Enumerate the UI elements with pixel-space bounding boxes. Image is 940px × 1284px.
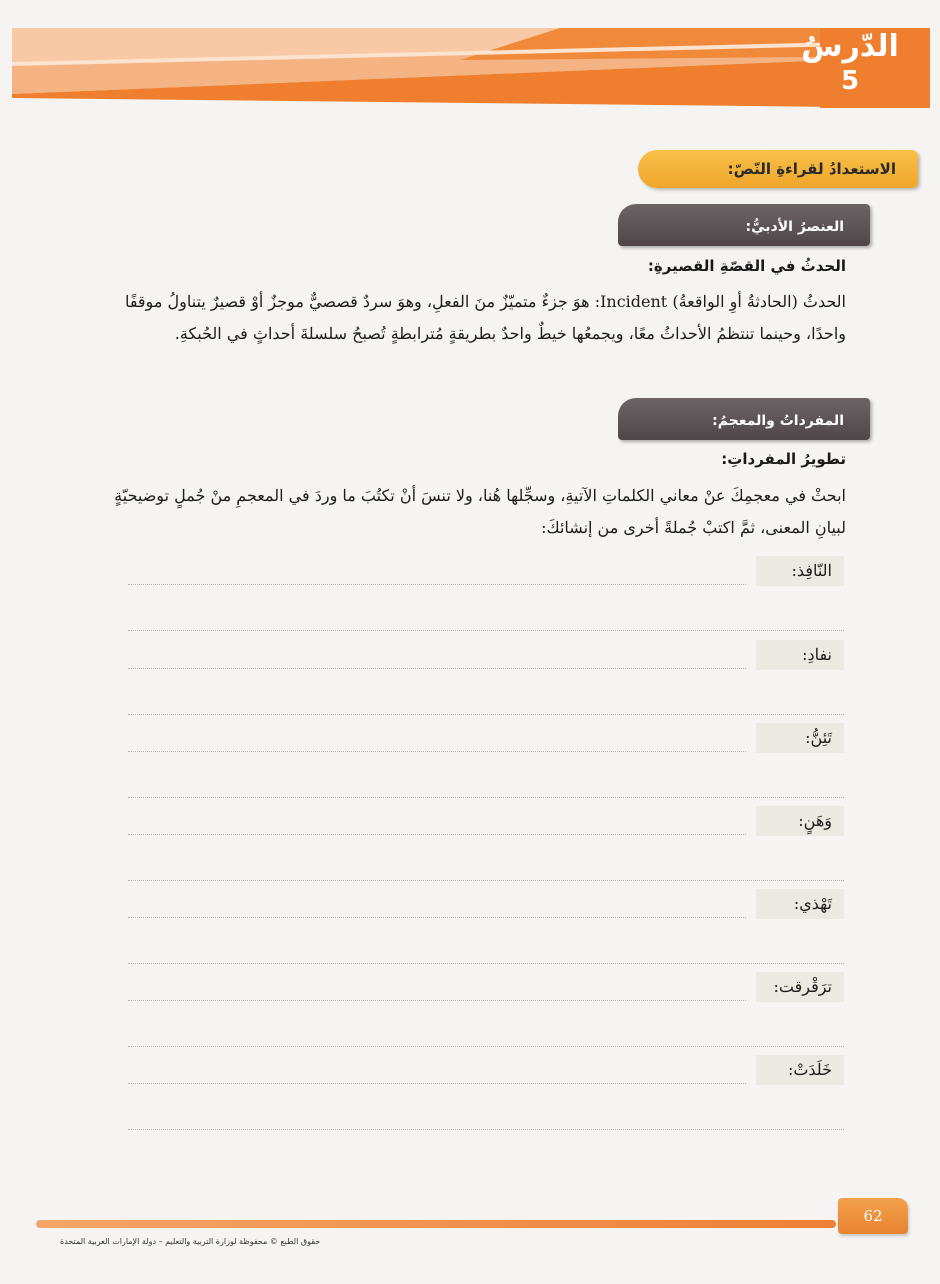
lesson-word: الدّرسُ [801,29,899,64]
incident-paragraph: الحدثُ (الحادثةُ أوِ الواقعةُ) Incident: هوَ جزءٌ متميّزٌ منَ الفعلِ، وهوَ سردٌ قصصيٌّ موجزٌ أوْ قصيرٌ يتناولُ موقفًا واحدًا، وحينما تنتظمُ الأحداثُ معًا، ويجمعُها خيطٌ واحدٌ بطريقةٍ مُترابطةٍ تُصبحُ سلسلةَ أحداثٍ في الحُبكةِ. [124,292,846,343]
answer-line[interactable] [128,834,746,835]
vocab-instructions: ابحثْ في معجمِكَ عنْ معاني الكلماتِ الآتيةِ، وسجِّلها هُنا، ولا تنسَ أنْ تكتُبَ ما وردَ في المعجمِ منْ جُملٍ توضيحيّةٍ لبيانِ المعنى، ثمَّ اكتبْ جُملةً أخرى من إنشائكَ: [114,486,846,537]
literary-element-tab: العنصرُ الأدبيُّ: [618,204,870,246]
vocab-subheading: تطويرُ المفرداتِ: [721,450,846,468]
answer-line[interactable] [128,1083,746,1084]
answer-line[interactable] [128,880,844,881]
lesson-title [790,28,910,96]
answer-line[interactable] [128,1000,746,1001]
incident-subheading: الحدثُ في القصّةِ القصيرةِ: [647,257,846,275]
lesson-number: 5 [840,66,860,96]
answer-line[interactable] [128,797,844,798]
prep-heading: الاستعدادُ لقراءةِ النّصّ: [638,150,918,188]
vocab-word-label: وَهَنٍ: [756,806,844,836]
vocab-word-label: نفادِ: [756,640,844,670]
vocab-word-label: تَهْذي: [756,889,844,919]
page-number: 62 [838,1198,908,1234]
answer-line[interactable] [128,917,746,918]
copyright-notice: حقوق الطبع © محفوظة لوزارة التربية والتعليم – دولة الإمارات العربية المتحدة [60,1237,321,1246]
answer-line[interactable] [128,630,844,631]
answer-line[interactable] [128,1046,844,1047]
answer-line[interactable] [128,963,844,964]
vocab-tab: المفرداتُ والمعجمُ: [618,398,870,440]
answer-line[interactable] [128,714,844,715]
answer-line[interactable] [128,1129,844,1130]
vocab-word-label: تَئِنُّ: [756,723,844,753]
answer-line[interactable] [128,584,746,585]
vocab-word-label: خَلَدَتْ: [756,1055,844,1085]
vocab-word-label: النّافِذ: [756,556,844,586]
vocab-word-label: ترَقْرقت: [756,972,844,1002]
footer-bar [36,1220,836,1228]
answer-line[interactable] [128,668,746,669]
answer-line[interactable] [128,751,746,752]
